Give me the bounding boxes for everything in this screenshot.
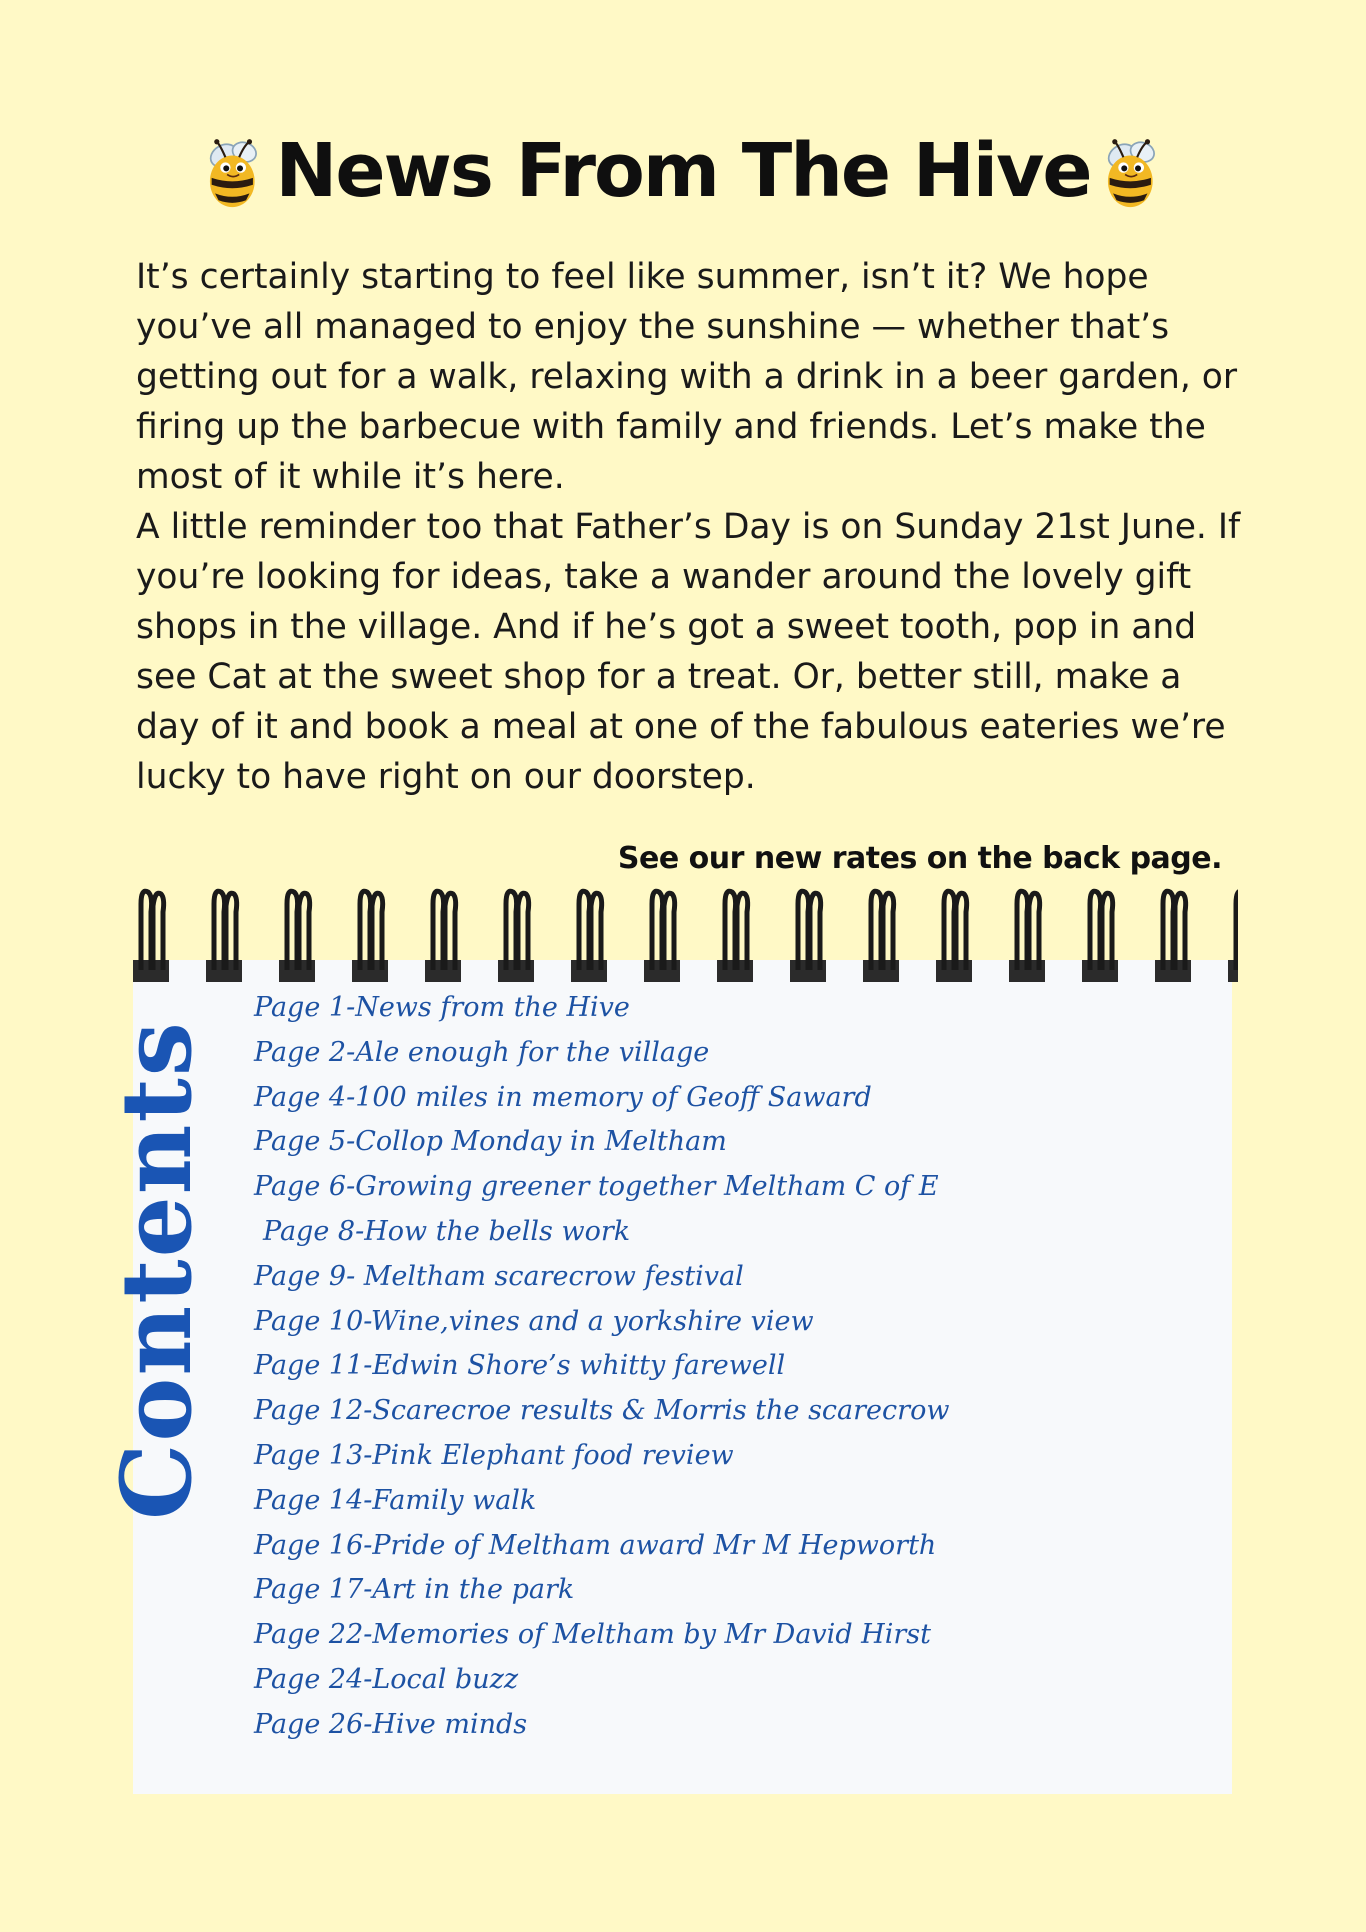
page-title: News From The Hive — [275, 128, 1091, 214]
spiral-binding — [133, 882, 1238, 992]
intro-paragraph: It’s certainly starting to feel like summer, isn’t it? We hope you’ve all managed to enjoy the sunshine — whether that’s getting out for a walk, relaxing with a drink in a beer garden, or firing up the barbecue with family and friends. Let’s make the most of it while it’s here. — [136, 257, 1238, 497]
spiral-ring — [133, 891, 169, 982]
contents-item: Page 10-Wine,vines and a yorkshire view — [254, 1305, 814, 1337]
rates-note: See our new rates on the back page. — [617, 841, 1222, 876]
title-row — [0, 128, 1366, 214]
contents-item: Page 5-Collop Monday in Meltham — [254, 1126, 727, 1158]
spiral-ring — [1082, 891, 1118, 982]
spiral-ring — [498, 891, 534, 982]
contents-heading: Contents — [100, 1020, 213, 1520]
contents-item: Page 22-Memories of Meltham by Mr David Hirst — [254, 1619, 931, 1651]
contents-item: Page 11-Edwin Shore’s whitty farewell — [254, 1350, 786, 1382]
contents-item: Page 2-Ale enough for the village — [254, 1036, 710, 1068]
contents-item: Page 8-How the bells work — [263, 1215, 631, 1247]
spiral-ring — [279, 891, 315, 982]
spiral-ring — [425, 891, 461, 982]
contents-item: Page 13-Pink Elephant food review — [254, 1439, 734, 1471]
contents-item: Page 24-Local buzz — [254, 1663, 519, 1695]
contents-item: Page 17-Art in the park — [254, 1574, 575, 1606]
contents-item: Page 16-Pride of Meltham award Mr M Hepworth — [254, 1529, 937, 1561]
spiral-ring — [352, 891, 388, 982]
contents-item: Page 4-100 miles in memory of Geoff Saward — [254, 1081, 872, 1113]
contents-item: Page 1-News from the Hive — [254, 992, 630, 1023]
contents-item: Page 6-Growing greener together Meltham C of E — [254, 1171, 939, 1203]
bee-icon — [1089, 128, 1175, 214]
contents-item: Page 26-Hive minds — [254, 1708, 528, 1740]
intro-text — [136, 252, 1246, 802]
spiral-ring — [790, 891, 826, 982]
contents-item: Page 12-Scarecroe results & Morris the scarecrow — [254, 1395, 950, 1427]
spiral-ring — [863, 891, 899, 982]
spiral-ring — [717, 891, 753, 982]
spiral-ring — [1155, 891, 1191, 982]
contents-item: Page 9- Meltham scarecrow festival — [254, 1260, 744, 1292]
spiral-ring — [571, 891, 607, 982]
spiral-ring — [206, 891, 242, 982]
spiral-ring — [1228, 891, 1238, 982]
contents-list — [254, 986, 1154, 1748]
spiral-ring — [644, 891, 680, 982]
spiral-ring — [936, 891, 972, 982]
contents-item: Page 14-Family walk — [254, 1484, 537, 1516]
spiral-ring — [1009, 891, 1045, 982]
intro-paragraph: A little reminder too that Father’s Day is on Sunday 21st June. If you’re looking for ideas, take a wander around the lovely gift shops in the village. And if he’s got a sweet tooth, pop in and see Cat at the sweet shop for a treat. Or, better still, make a day of it and book a meal at one of the fabulous eateries we’re lucky to have right on our doorstep. — [136, 507, 1241, 797]
bee-icon — [191, 128, 277, 214]
